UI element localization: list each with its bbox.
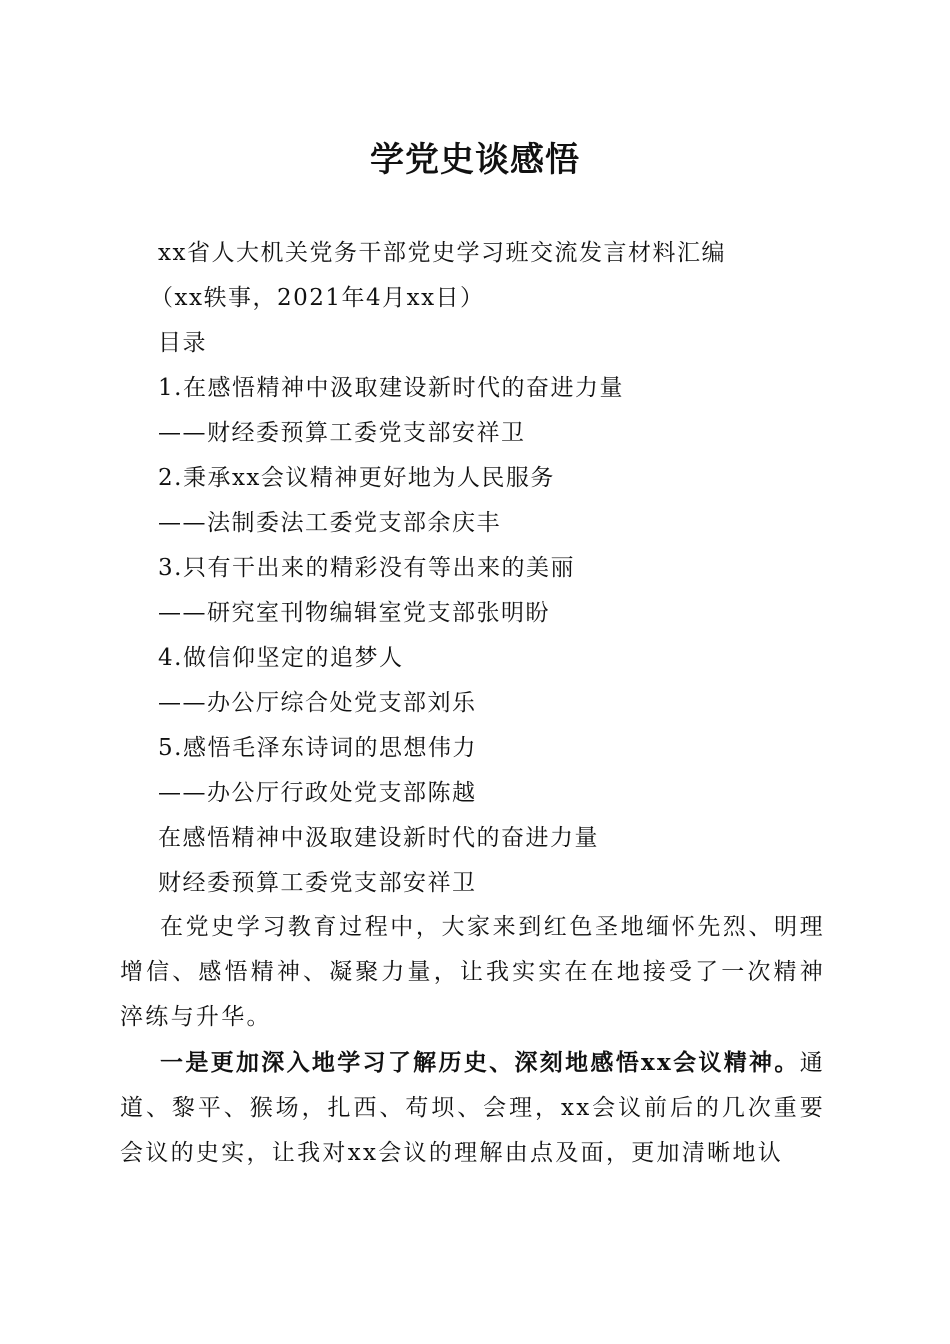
document-title: 学党史谈感悟 — [370, 140, 580, 180]
article-paragraph: 在党史学习教育过程中，大家来到红色圣地缅怀先烈、明理增信、感悟精神、凝聚力量，让我实实在在地接受了一次精神淬练与升华。 — [120, 914, 825, 1030]
toc-item-title: 3.只有干出来的精彩没有等出来的美丽 — [158, 555, 575, 581]
article-paragraph — [120, 1040, 825, 1176]
source-date: （xx轶事，2021年4月xx日） — [150, 285, 485, 311]
toc-item-author: ——财经委预算工委党支部安祥卫 — [158, 420, 526, 446]
toc-label: 目录 — [158, 330, 207, 356]
toc-item-author: ——办公厅行政处党支部陈越 — [158, 780, 477, 806]
toc-item-title: 5.感悟毛泽东诗词的思想伟力 — [158, 735, 477, 761]
article-author: 财经委预算工委党支部安祥卫 — [158, 870, 477, 896]
toc-item-author: ——研究室刊物编辑室党支部张明盼 — [158, 600, 550, 626]
toc-item-author: ——办公厅综合处党支部刘乐 — [158, 690, 477, 716]
toc-item-author: ——法制委法工委党支部余庆丰 — [158, 510, 501, 536]
toc-item-title: 2.秉承xx会议精神更好地为人民服务 — [158, 465, 555, 491]
compilation-subtitle: xx省人大机关党务干部党史学习班交流发言材料汇编 — [158, 240, 726, 266]
toc-item-title: 4.做信仰坚定的追梦人 — [158, 645, 404, 671]
paragraph-lead: 一是更加深入地学习了解历史、深刻地感悟xx会议精神。 — [160, 1049, 800, 1076]
paragraph-body: 通道、黎平、猴场，扎西、苟坝、会理，xx会议前后的几次重要会议的史实，让我对xx会议的理解由点及面，更加清晰地认 — [120, 1050, 825, 1166]
toc-item-title: 1.在感悟精神中汲取建设新时代的奋进力量 — [158, 375, 624, 401]
article-heading: 在感悟精神中汲取建设新时代的奋进力量 — [158, 825, 599, 851]
